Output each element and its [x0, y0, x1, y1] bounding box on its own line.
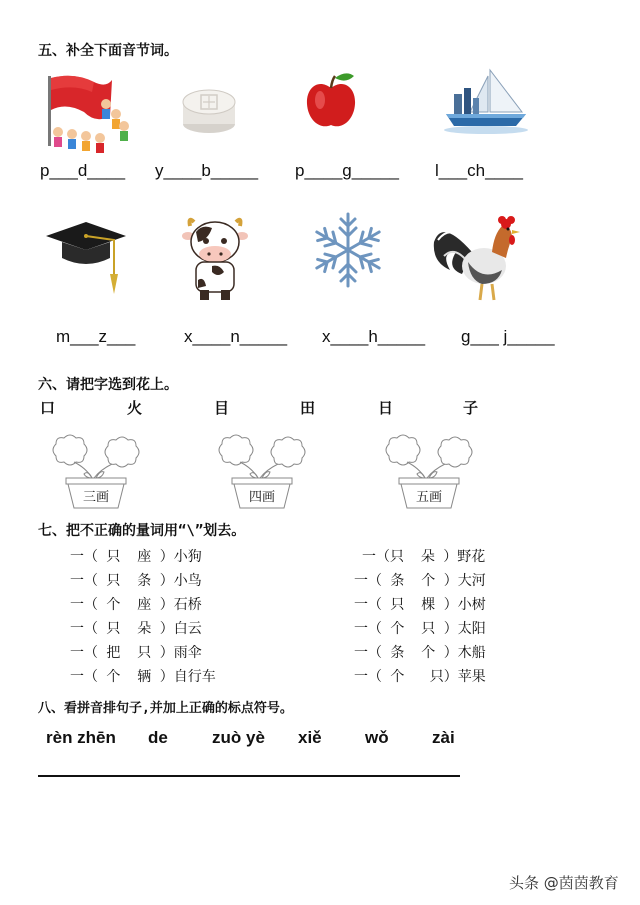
watermark-text: 头条 @茵茵教育	[509, 874, 619, 892]
pinyin-word-4: xiě	[298, 728, 322, 747]
measure-word-left-4: 一（ 只 朵 ）白云	[70, 621, 202, 637]
measure-word-right-3: 一（ 只 棵 ）小树	[354, 597, 486, 613]
measure-word-right-2: 一（ 条 个 ）大河	[354, 573, 486, 589]
flower-pot-4	[214, 434, 310, 510]
measure-word-right-5: 一（ 条 个 ）木船	[354, 645, 486, 661]
flower-pot-3	[48, 434, 144, 510]
pinyin-word-5: wǒ	[365, 728, 389, 747]
red-flag-children-image	[44, 72, 132, 156]
measure-word-right-6: 一（ 个 只）苹果	[354, 669, 486, 685]
measure-word-left-6: 一（ 个 辆 ）自行车	[70, 669, 216, 685]
graduation-cap-image	[44, 218, 128, 296]
char-mu: 目	[214, 399, 230, 417]
section5-title: 五、补全下面音节词。	[38, 43, 178, 59]
char-kou: 口	[40, 399, 56, 417]
answer-line	[38, 775, 460, 777]
snowflake-image	[306, 210, 390, 290]
pinyin-blank-5: m___z___	[56, 327, 136, 346]
measure-word-right-1: 一（只 朵 ）野花	[362, 549, 486, 565]
pinyin-word-1: rèn zhēn	[46, 728, 116, 747]
section7-title: 七、把不正确的量词用“\”划去。	[38, 523, 246, 539]
pinyin-blank-6: x____n_____	[184, 327, 288, 346]
char-tian: 田	[300, 399, 316, 417]
pinyin-word-2: de	[148, 728, 168, 747]
flower-pot-5	[381, 434, 477, 510]
measure-word-left-2: 一（ 只 条 ）小鸟	[70, 573, 202, 589]
char-zi: 子	[463, 399, 479, 417]
pinyin-blank-7: x____h_____	[322, 327, 426, 346]
measure-word-left-3: 一（ 个 座 ）石桥	[70, 597, 202, 613]
pinyin-word-3: zuò yè	[212, 728, 265, 747]
pot-label-3: 三画	[82, 490, 109, 505]
pinyin-blank-1: p___d____	[40, 161, 126, 180]
pinyin-blank-8: g___ j_____	[461, 327, 555, 346]
pinyin-blank-2: y____b_____	[155, 161, 259, 180]
mooncake-image	[180, 84, 238, 136]
pot-label-4: 四画	[248, 490, 275, 505]
measure-word-left-1: 一（ 只 座 ）小狗	[70, 549, 202, 565]
section8-title: 八、看拼音排句子,并加上正确的标点符号。	[38, 701, 293, 716]
rooster-image	[432, 212, 524, 304]
measure-word-right-4: 一（ 个 只 ）太阳	[354, 621, 486, 637]
measure-word-left-5: 一（ 把 只 ）雨伞	[70, 645, 202, 661]
char-huo: 火	[127, 399, 143, 417]
pinyin-blank-3: p____g_____	[295, 161, 400, 180]
cartoon-cow-image	[182, 214, 248, 302]
pinyin-blank-4: l___ch____	[435, 161, 523, 180]
pinyin-word-6: zài	[432, 728, 455, 747]
apple-image	[304, 70, 358, 132]
pot-label-5: 五画	[415, 490, 442, 505]
section6-title: 六、请把字选到花上。	[38, 377, 178, 393]
sailboat-image	[440, 68, 530, 136]
char-ri: 日	[378, 399, 394, 417]
